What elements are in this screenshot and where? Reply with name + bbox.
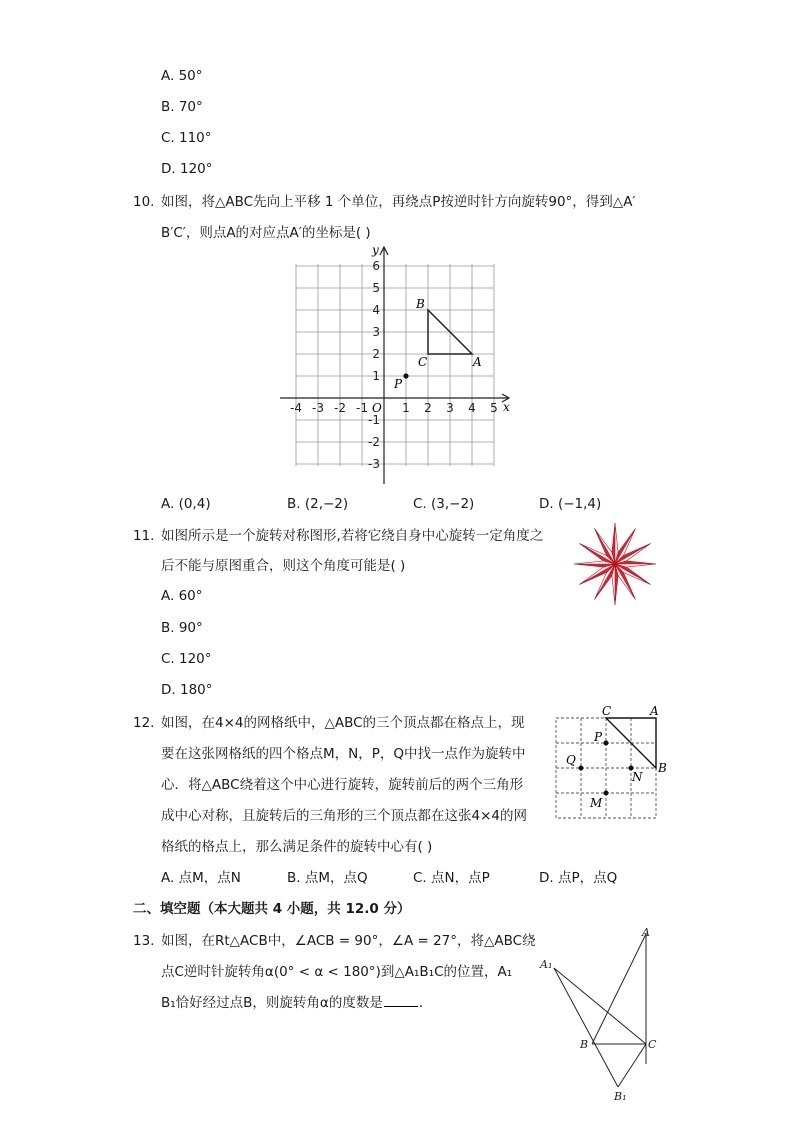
x-tick: 2 bbox=[424, 401, 432, 415]
q10-grid bbox=[296, 264, 494, 466]
q12-option-d: D. 点P，点Q bbox=[539, 870, 618, 886]
q12-point-q bbox=[579, 766, 584, 771]
q12-point-m bbox=[604, 791, 609, 796]
label-b: B bbox=[416, 297, 425, 311]
q12-label-m: M bbox=[590, 796, 603, 810]
y-axis-label: y bbox=[372, 243, 379, 257]
label-p: P bbox=[394, 377, 403, 391]
q12-option-a: A. 点M，点N bbox=[161, 870, 241, 886]
q10-option-b: B. (2,−2) bbox=[287, 496, 349, 512]
y-tick: 6 bbox=[372, 259, 380, 273]
label-c: C bbox=[418, 355, 428, 369]
q9-option-c: C. 110° bbox=[161, 130, 212, 146]
q11-option-b: B. 90° bbox=[161, 620, 203, 636]
q10-number: 10. bbox=[133, 194, 155, 210]
q9-option-a: A. 50° bbox=[161, 68, 203, 84]
x-tick: -4 bbox=[290, 401, 302, 415]
q11-text-line1: 如图所示是一个旋转对称图形,若将它绕自身中心旋转一定角度之 bbox=[161, 528, 544, 544]
q10-option-c: C. (3,−2) bbox=[413, 496, 475, 512]
q12-text-line4: 成中心对称，且旋转后的三角形的三个顶点都在这张4×4的网 bbox=[161, 808, 527, 824]
x-tick: 3 bbox=[446, 401, 454, 415]
q13-answer-blank[interactable] bbox=[384, 994, 418, 1007]
origin-label: O bbox=[372, 401, 382, 415]
q13-text-line3-start: B₁恰好经过点B，则旋转角α的度数是 bbox=[161, 995, 383, 1011]
q11-number: 11. bbox=[133, 528, 155, 544]
q10-text-line2: B′C′，则点A的对应点A′的坐标是( ) bbox=[161, 225, 371, 241]
q9-option-b: B. 70° bbox=[161, 99, 203, 115]
q9-option-d: D. 120° bbox=[161, 161, 213, 177]
q12-point-p bbox=[604, 741, 609, 746]
q10-option-a: A. (0,4) bbox=[161, 496, 211, 512]
q11-option-d: D. 180° bbox=[161, 682, 213, 698]
q12-label-c: C bbox=[602, 704, 612, 718]
label-a: A bbox=[473, 355, 482, 369]
y-tick: -1 bbox=[368, 413, 380, 427]
rotational-star-figure bbox=[572, 521, 658, 607]
q12-text-line2: 要在这张网格纸的四个格点M，N，P，Q中找一点作为旋转中 bbox=[161, 746, 526, 762]
q12-label-q: Q bbox=[566, 753, 576, 767]
q12-label-n: N bbox=[632, 770, 643, 784]
y-tick: 1 bbox=[372, 369, 380, 383]
q11-text-line2: 后不能与原图重合，则这个角度可能是( ) bbox=[161, 558, 406, 574]
y-tick: 3 bbox=[372, 325, 380, 339]
q12-text-line3: 心．将△ABC绕着这个中心进行旋转，旋转前后的两个三角形 bbox=[161, 777, 524, 793]
q13-rotation-figure bbox=[538, 924, 664, 1106]
q13-label-b1: B₁ bbox=[614, 1090, 627, 1103]
q11-option-c: C. 120° bbox=[161, 651, 212, 667]
q10-coordinate-figure bbox=[278, 244, 516, 490]
q13-number: 13. bbox=[133, 933, 155, 949]
q12-option-c: C. 点N，点P bbox=[413, 870, 490, 886]
y-tick: 4 bbox=[372, 303, 380, 317]
q12-text-line5: 格纸的格点上，那么满足条件的旋转中心有( ) bbox=[161, 839, 433, 855]
q12-number: 12. bbox=[133, 715, 155, 731]
q13-text-line3 bbox=[161, 993, 432, 1013]
x-axis-label: x bbox=[503, 400, 510, 414]
x-tick: 4 bbox=[468, 401, 476, 415]
x-tick: 5 bbox=[490, 401, 498, 415]
y-tick: 2 bbox=[372, 347, 380, 361]
y-tick: -3 bbox=[368, 457, 380, 471]
x-tick: -2 bbox=[334, 401, 346, 415]
q12-label-b: B bbox=[658, 761, 667, 775]
x-tick: -1 bbox=[356, 401, 368, 415]
q12-label-p: P bbox=[594, 730, 603, 744]
y-tick: -2 bbox=[368, 435, 380, 449]
q11-option-a: A. 60° bbox=[161, 588, 203, 604]
x-tick: -3 bbox=[312, 401, 324, 415]
q12-grid-figure bbox=[552, 704, 667, 820]
x-tick: 1 bbox=[402, 401, 410, 415]
q13-text-line3-end: ． bbox=[418, 995, 433, 1011]
q13-text-line1: 如图，在Rt△ACB中，∠ACB = 90°，∠A = 27°，将△ABC绕 bbox=[161, 933, 536, 949]
q13-label-a: A bbox=[642, 926, 650, 939]
q13-label-c: C bbox=[648, 1038, 657, 1051]
q10-text-line1: 如图，将△ABC先向上平移 1 个单位，再绕点P按逆时针方向旋转90°，得到△A′ bbox=[161, 194, 636, 210]
section-title-fill-in: 二、填空题（本大题共 4 小题，共 12.0 分） bbox=[133, 901, 411, 917]
q12-label-a: A bbox=[650, 704, 659, 718]
q12-text-line1: 如图，在4×4的网格纸中，△ABC的三个顶点都在格点上，现 bbox=[161, 715, 525, 731]
q10-option-d: D. (−1,4) bbox=[539, 496, 602, 512]
q13-text-line2: 点C逆时针旋转角α(0° < α < 180°)到△A₁B₁C的位置，A₁ bbox=[161, 964, 513, 980]
q13-label-b: B bbox=[580, 1038, 589, 1051]
y-tick: 5 bbox=[372, 281, 380, 295]
q13-label-a1: A₁ bbox=[540, 958, 553, 971]
point-p bbox=[403, 373, 408, 378]
q12-option-b: B. 点M，点Q bbox=[287, 870, 368, 886]
